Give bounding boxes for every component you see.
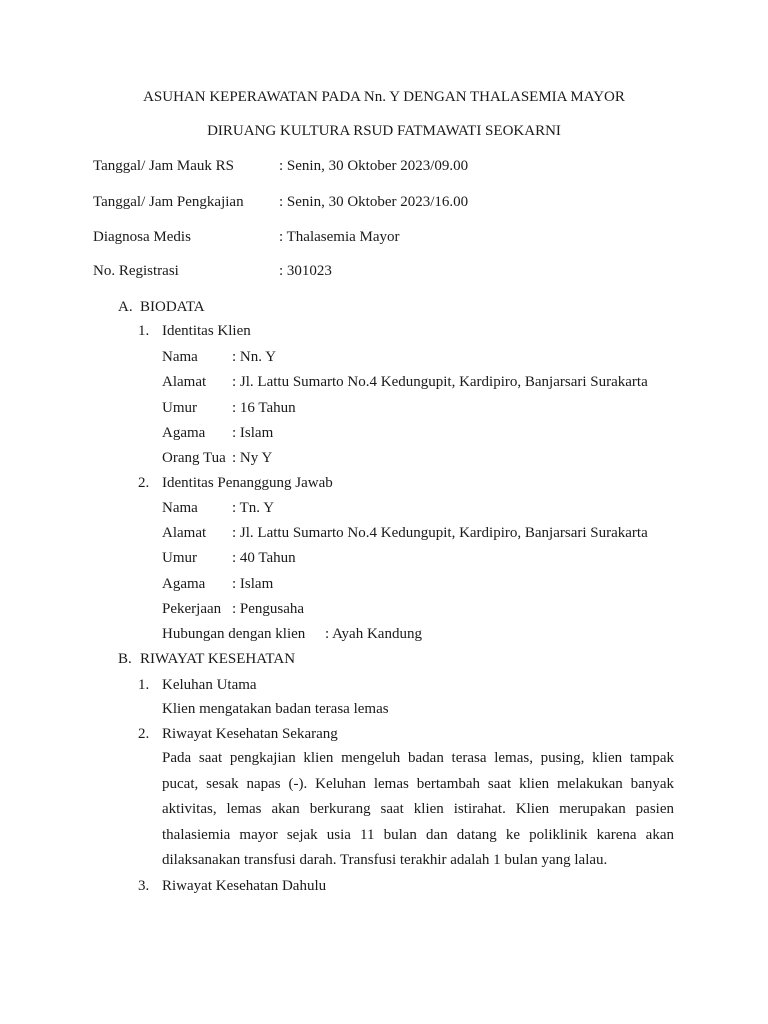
document-subtitle: DIRUANG KULTURA RSUD FATMAWATI SEOKARNI bbox=[207, 123, 561, 139]
field-value: : 40 Tahun bbox=[232, 550, 296, 566]
item-number: 3. bbox=[138, 878, 150, 894]
field-value: : Jl. Lattu Sumarto No.4 Kedungupit, Kardipiro, Banjarsari Surakarta bbox=[232, 525, 648, 541]
diagnosis-label: Diagnosa Medis bbox=[93, 229, 191, 245]
field-value: : Islam bbox=[232, 576, 274, 592]
registration-value: : 301023 bbox=[279, 263, 332, 279]
field-label: Nama bbox=[162, 349, 198, 365]
main-complaint-text: Klien mengatakan badan terasa lemas bbox=[162, 701, 389, 717]
current-history-heading: Riwayat Kesehatan Sekarang bbox=[162, 726, 338, 742]
field-value: : Ayah Kandung bbox=[325, 626, 422, 642]
field-label: Pekerjaan bbox=[162, 601, 222, 617]
assessment-date-value: : Senin, 30 Oktober 2023/16.00 bbox=[279, 194, 469, 210]
field-value: : Tn. Y bbox=[232, 500, 275, 516]
field-label: Alamat bbox=[162, 374, 207, 390]
item-number: 1. bbox=[138, 323, 150, 339]
field-label: Hubungan dengan klien bbox=[162, 626, 306, 642]
admission-date-value: : Senin, 30 Oktober 2023/09.00 bbox=[279, 158, 469, 174]
section-a-title: BIODATA bbox=[140, 299, 205, 315]
item-number: 2. bbox=[138, 475, 150, 491]
assessment-date-label: Tanggal/ Jam Pengkajian bbox=[93, 194, 244, 210]
field-label: Agama bbox=[162, 425, 206, 441]
guardian-identity-heading: Identitas Penanggung Jawab bbox=[162, 475, 333, 491]
field-value: : Jl. Lattu Sumarto No.4 Kedungupit, Kardipiro, Banjarsari Surakarta bbox=[232, 374, 648, 390]
field-value: : Nn. Y bbox=[232, 349, 277, 365]
item-number: 1. bbox=[138, 677, 150, 693]
field-value: : 16 Tahun bbox=[232, 400, 296, 416]
main-complaint-heading: Keluhan Utama bbox=[162, 677, 257, 693]
diagnosis-value: : Thalasemia Mayor bbox=[279, 229, 400, 245]
field-value: : Ny Y bbox=[232, 450, 273, 466]
registration-label: No. Registrasi bbox=[93, 263, 179, 279]
admission-date-label: Tanggal/ Jam Mauk RS bbox=[93, 158, 235, 174]
current-history-paragraph: Pada saat pengkajian klien mengeluh badan terasa lemas, pusing, klien tampak pucat, sesak napas (-). Keluhan lemas bertambah saat klien melakukan banyak aktivitas, lemas akan berkurang saat klien istirahat. Klien merupakan pasien thalasiemia mayor sejak usia 11 bulan dan datang ke poliklinik karena akan dilaksanakan transfusi darah. Transfusi terakhir adalah 1 bulan yang lalau. bbox=[162, 750, 674, 868]
field-label: Alamat bbox=[162, 525, 207, 541]
section-b-title: RIWAYAT KESEHATAN bbox=[140, 651, 296, 667]
document-title: ASUHAN KEPERAWATAN PADA Nn. Y DENGAN THALASEMIA MAYOR bbox=[143, 89, 625, 105]
client-identity-heading: Identitas Klien bbox=[162, 323, 251, 339]
field-value: : Islam bbox=[232, 425, 274, 441]
field-label: Agama bbox=[162, 576, 206, 592]
section-b-letter: B. bbox=[118, 651, 132, 667]
field-label: Umur bbox=[162, 400, 197, 416]
section-a-letter: A. bbox=[118, 299, 133, 315]
field-value: : Pengusaha bbox=[232, 601, 305, 617]
field-label: Nama bbox=[162, 500, 198, 516]
item-number: 2. bbox=[138, 726, 150, 742]
field-label: Umur bbox=[162, 550, 197, 566]
field-label: Orang Tua bbox=[162, 450, 226, 466]
past-history-heading: Riwayat Kesehatan Dahulu bbox=[162, 878, 327, 894]
